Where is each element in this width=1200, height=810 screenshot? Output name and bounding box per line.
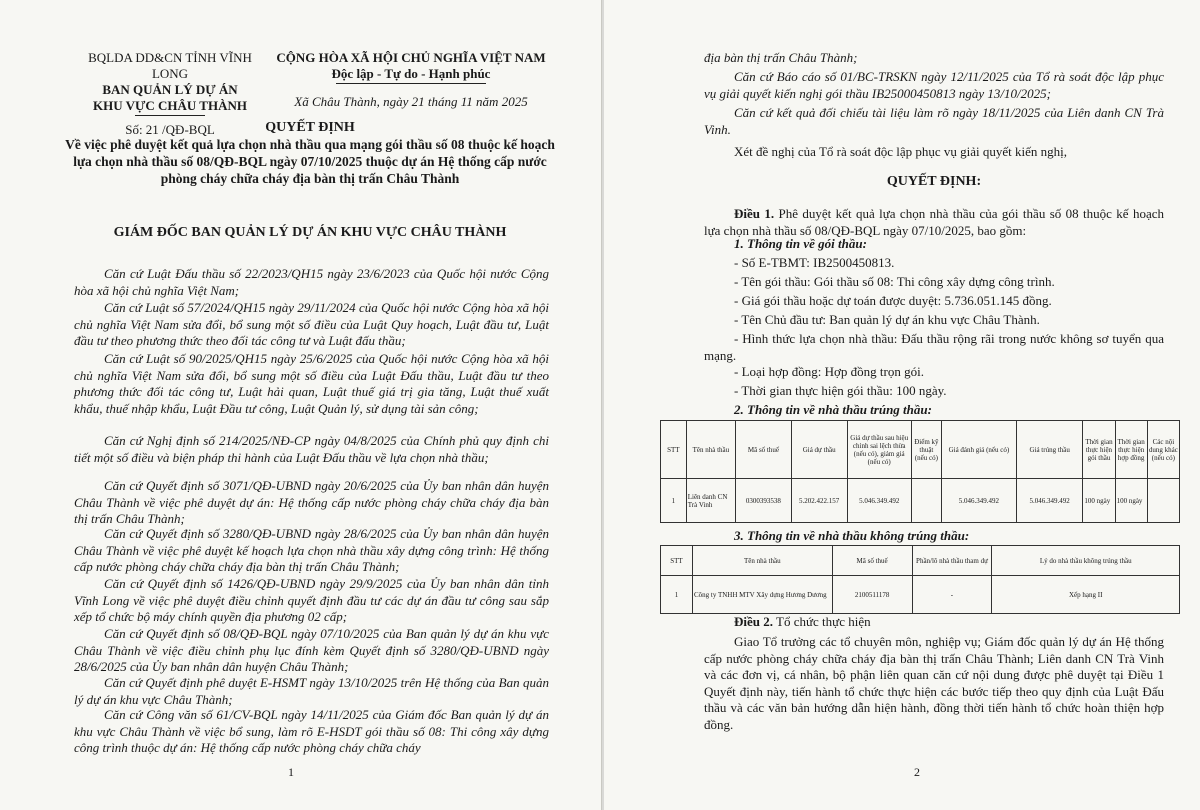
table-header-cell: Mã số thuế [832, 546, 912, 576]
motto-divider [336, 83, 486, 84]
package-info-item: - Loại hợp đồng: Hợp đồng trọn gói. [734, 364, 924, 379]
basis-continuation: địa bàn thị trấn Châu Thành; [704, 50, 858, 65]
table-cell: Công ty TNHH MTV Xây dựng Hương Dương [692, 576, 832, 614]
issuer-name: BAN QUẢN LÝ DỰ ÁN [102, 82, 238, 97]
decision-title: QUYẾT ĐỊNH [265, 120, 355, 135]
article-2-label: Điều 2. [734, 614, 773, 629]
table-cell: 100 ngày [1115, 479, 1147, 523]
document-page-2 [604, 0, 1200, 810]
table-cell: 5.046.349.492 [1016, 479, 1082, 523]
basis-paragraph: Căn cứ Luật Đấu thầu số 22/2023/QH15 ngày 23/6/2023 của Quốc hội nước Cộng hòa xã hội chủ nghĩa Việt Nam; [74, 266, 549, 298]
table-header-row [661, 546, 1180, 576]
table-cell: - [912, 576, 992, 614]
basis-paragraph: Căn cứ Nghị định số 214/2025/NĐ-CP ngày 04/8/2025 của Chính phủ quy định chi tiết một số điều và biện pháp thi hành của Luật Đấu thầu về lựa chọn nhà thầu; [74, 433, 549, 465]
article-1 [704, 206, 1164, 239]
basis-paragraph: Căn cứ Quyết định phê duyệt E-HSMT ngày 13/10/2025 trên Hệ thống của Ban quản lý dự án khu vực Châu Thành; [74, 675, 549, 707]
article-1-label: Điều 1. [734, 206, 775, 221]
page-number: 1 [288, 765, 294, 779]
table-header-cell: STT [661, 421, 687, 479]
issuer-name-2: KHU VỰC CHÂU THÀNH [93, 98, 247, 113]
table-cell [1147, 479, 1179, 523]
table-header-cell: Các nội dung khác (nếu có) [1147, 421, 1179, 479]
table-cell: 5.046.349.492 [941, 479, 1016, 523]
table-cell [911, 479, 941, 523]
package-info-item: - Hình thức lựa chọn nhà thầu: Đấu thầu rộng rãi trong nước không sơ tuyển qua mạng. [704, 331, 1164, 363]
page-number: 2 [914, 765, 920, 779]
basis-paragraph: Căn cứ Luật số 90/2025/QH15 ngày 25/6/2025 của Quốc hội nước Cộng hòa xã hội chủ nghĩa Việt Nam sửa đổi, bổ sung một số điều của Luật Đấu thầu, Luật đầu tư theo phương thức đối tác công tư, Luật hải quan, Luật thuế giá trị gia tăng, Luật thuế xuất khẩu, thuế nhập khẩu, Luật Đầu tư công, Luật Quản lý, sử dụng tài sản công; [74, 351, 549, 416]
section-2-title: 2. Thông tin về nhà thầu trúng thầu: [734, 402, 932, 417]
losing-bidder-table [660, 545, 1180, 614]
table-row [661, 479, 1180, 523]
table-header-cell: Thời gian thực hiện hợp đồng [1115, 421, 1147, 479]
basis-paragraph: Căn cứ Luật số 57/2024/QH15 ngày 29/11/2024 của Quốc hội nước Cộng hòa xã hội chủ nghĩa Việt Nam sửa đổi, bổ sung một số điều của Luật Quy hoạch, Luật đầu tư, Luật đầu tư theo phương thức theo đối tác công tư và Luật đấu thầu; [74, 300, 549, 349]
basis-paragraph: Căn cứ Quyết định số 3071/QĐ-UBND ngày 20/6/2025 của Ủy ban nhân dân huyện Châu Thành về việc phê duyệt dự án: Hệ thống cấp nước phòng cháy chữa cháy địa bàn thị trấn Châu Thành; [74, 478, 549, 527]
basis-paragraph: Căn cứ Công văn số 61/CV-BQL ngày 14/11/2025 của Giám đốc Ban quản lý dự án khu vực Châu Thành về việc bổ sung, làm rõ E-HSDT gói thầu số 08: Thi công xây dựng công trình thuộc dự án: Hệ thống cấp nước phòng cháy chữa cháy [74, 707, 549, 756]
basis-paragraph: Căn cứ Báo cáo số 01/BC-TRSKN ngày 12/11/2025 của Tổ rà soát độc lập phục vụ giải quyết kiến nghị gói thầu IB25000450813 ngày 13/10/2025; [704, 69, 1164, 101]
article-2-text: Tổ chức thực hiện [773, 614, 871, 629]
national-header [272, 50, 550, 110]
table-header-cell: Tên nhà thầu [686, 421, 735, 479]
table-header-row [661, 421, 1180, 479]
table-header-cell: Phần/lô nhà thầu tham dự [912, 546, 992, 576]
issuer-parent: BQLDA DD&CN TỈNH VĨNH LONG [88, 50, 252, 81]
basis-paragraph: Căn cứ Quyết định số 08/QĐ-BQL ngày 07/10/2025 của Ban quản lý dự án khu vực Châu Thành về việc điều chỉnh phụ lục đính kèm Quyết định số 3280/QĐ-UBND ngày 28/6/2025 của Ủy ban nhân dân huyện Châu Thành; [74, 626, 549, 675]
table-header-cell: Giá dự thầu sau hiệu chỉnh sai lệch thừa (nếu có), giảm giá (nếu có) [847, 421, 911, 479]
issue-date: Xã Châu Thành, ngày 21 tháng 11 năm 2025 [294, 94, 528, 109]
package-info-item: - Tên gói thầu: Gói thầu số 08: Thi công xây dựng công trình. [734, 274, 1055, 289]
table-cell: Liên danh CN Trà Vinh [686, 479, 735, 523]
decision-heading: QUYẾT ĐỊNH: [886, 174, 982, 189]
basis-paragraph: Căn cứ Quyết định số 3280/QĐ-UBND ngày 28/6/2025 của Ủy ban nhân dân huyện Châu Thành về việc phê duyệt kế hoạch lựa chọn nhà thầu xây dựng công trình: Hệ thống cấp nước phòng cháy chữa cháy địa bàn thị trấn Châu Thành; [74, 526, 549, 575]
table-header-cell: Giá dự thầu [791, 421, 847, 479]
basis-paragraph: Căn cứ kết quả đối chiếu tài liệu làm rõ ngày 18/11/2025 của Liên danh CN Trà Vinh. [704, 105, 1164, 137]
table-cell: Xếp hạng II [992, 576, 1180, 614]
document-number: Số: 21 /QĐ-BQL [125, 122, 215, 137]
issuer-divider [135, 115, 205, 116]
table-cell: 2100511178 [832, 576, 912, 614]
authority-title: GIÁM ĐỐC BAN QUẢN LÝ DỰ ÁN KHU VỰC CHÂU THÀNH [113, 225, 507, 240]
proposal-paragraph: Xét đề nghị của Tổ rà soát độc lập phục vụ giải quyết kiến nghị, [734, 144, 1067, 159]
winning-bidder-table [660, 420, 1180, 523]
table-header-cell: Thời gian thực hiện gói thầu [1083, 421, 1115, 479]
table-header-cell: Giá đánh giá (nếu có) [941, 421, 1016, 479]
article-2 [704, 614, 1164, 631]
package-info-item: - Tên Chủ đầu tư: Ban quản lý dự án khu vực Châu Thành. [734, 312, 1040, 327]
section-3-title: 3. Thông tin về nhà thầu không trúng thầu: [734, 528, 970, 543]
table-cell: 1 [661, 479, 687, 523]
package-info-item: - Thời gian thực hiện gói thầu: 100 ngày. [734, 383, 947, 398]
package-info-item: - Số E-TBMT: IB2500450813. [734, 255, 895, 270]
motto: Độc lập - Tự do - Hạnh phúc [331, 66, 491, 81]
table-cell: 5.046.349.492 [847, 479, 911, 523]
table-header-cell: STT [661, 546, 693, 576]
table-cell: 1 [661, 576, 693, 614]
table-header-cell: Mã số thuế [736, 421, 792, 479]
table-header-cell: Điểm kỹ thuật (nếu có) [911, 421, 941, 479]
table-cell: 0300393538 [736, 479, 792, 523]
nation-title: CỘNG HÒA XÃ HỘI CHỦ NGHĨA VIỆT NAM [276, 50, 546, 65]
article-2-body: Giao Tổ trưởng các tổ chuyên môn, nghiệp vụ; Giám đốc quản lý dự án Hệ thống cấp nước phòng cháy chữa cháy địa bàn thị trấn Châu Thành; Liên danh CN Trà Vinh và các đơn vị, cá nhân, bộ phận liên quan căn cứ nội dung được phê duyệt tại Điều 1 Quyết định này, tiến hành tổ chức thực hiện các bước tiếp theo quy định của Luật Đấu thầu và các văn bản hướng dẫn hiện hành, đồng thời tiến hành tổ chức hoàn thiện hợp đồng. [704, 634, 1164, 732]
basis-paragraph: Căn cứ Quyết định số 1426/QĐ-UBND ngày 29/9/2025 của Ủy ban nhân dân tỉnh Vĩnh Long về việc phê duyệt điều chỉnh quyết định đầu tư các dự án đầu tư công sau sắp xếp tổ chức bộ máy chính quyền địa phương 02 cấp; [74, 576, 549, 625]
article-1-text: Phê duyệt kết quả lựa chọn nhà thầu của gói thầu số 08 thuộc kế hoạch lựa chọn nhà thầu số 08/QĐ-BQL ngày 07/10/2025, bao gồm: [704, 206, 1164, 238]
section-1-title: 1. Thông tin về gói thầu: [734, 236, 867, 251]
table-header-cell: Tên nhà thầu [692, 546, 832, 576]
table-header-cell: Lý do nhà thầu không trúng thầu [992, 546, 1180, 576]
package-info-item: - Giá gói thầu hoặc dự toán được duyệt: 5.736.051.145 đồng. [734, 293, 1052, 308]
table-cell: 5.202.422.157 [791, 479, 847, 523]
table-cell: 100 ngày [1083, 479, 1115, 523]
table-row [661, 576, 1180, 614]
decision-subject: Về việc phê duyệt kết quả lựa chọn nhà thầu qua mạng gói thầu số 08 thuộc kế hoạch lựa chọn nhà thầu số 08/QĐ-BQL ngày 07/10/2025 thuộc dự án Hệ thống cấp nước phòng cháy chữa cháy địa bàn thị trấn Châu Thành [65, 137, 555, 186]
table-header-cell: Giá trúng thầu [1016, 421, 1082, 479]
